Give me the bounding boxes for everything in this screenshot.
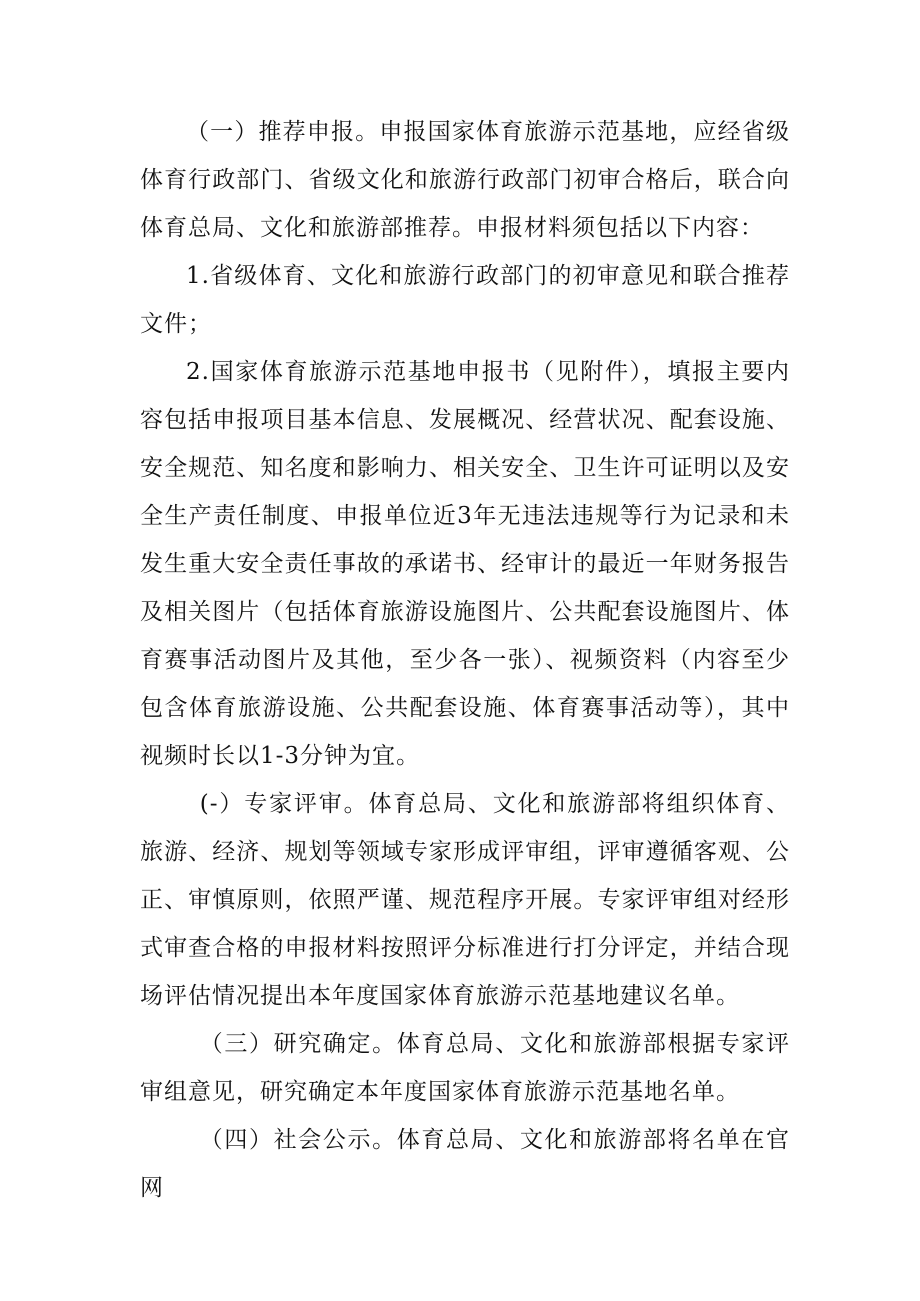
paragraph-recommendation: （一）推荐申报。申报国家体育旅游示范基地，应经省级体育行政部门、省级文化和旅游行政部门初审合格后，联合向体育总局、文化和旅游部推荐。申报材料须包括以下内容： bbox=[140, 119, 790, 241]
paragraph-item-1: 1.省级体育、文化和旅游行政部门的初审意见和联合推荐文件； bbox=[140, 263, 790, 337]
document-body bbox=[140, 108, 790, 1212]
paragraph-item-2: 2.国家体育旅游示范基地申报书（见附件），填报主要内容包括申报项目基本信息、发展概况、经营状况、配套设施、安全规范、知名度和影响力、相关安全、卫生许可证明以及安全生产责任制度、申报单位近3年无违法违规等行为记录和未发生重大安全责任事故的承诺书、经审计的最近一年财务报告及相关图片（包括体育旅游设施图片、公共配套设施图片、体育赛事活动图片及其他，至少各一张）、视频资料（内容至少包含体育旅游设施、公共配套设施、体育赛事活动等），其中视频时长以1-3分钟为宜。 bbox=[140, 359, 790, 769]
paragraph-expert-review: (-）专家评审。体育总局、文化和旅游部将组织体育、旅游、经济、规划等领域专家形成评审组，评审遵循客观、公正、审慎原则，依照严谨、规范程序开展。专家评审组对经形式审查合格的申报材料按照评分标准进行打分评定，并结合现场评估情况提出本年度国家体育旅游示范基地建议名单。 bbox=[140, 791, 790, 1009]
paragraph-research-confirmation: （三）研究确定。体育总局、文化和旅游部根据专家评审组意见，研究确定本年度国家体育旅游示范基地名单。 bbox=[140, 1031, 790, 1105]
paragraph-public-notice: （四）社会公示。体育总局、文化和旅游部将名单在官网 bbox=[140, 1127, 790, 1201]
